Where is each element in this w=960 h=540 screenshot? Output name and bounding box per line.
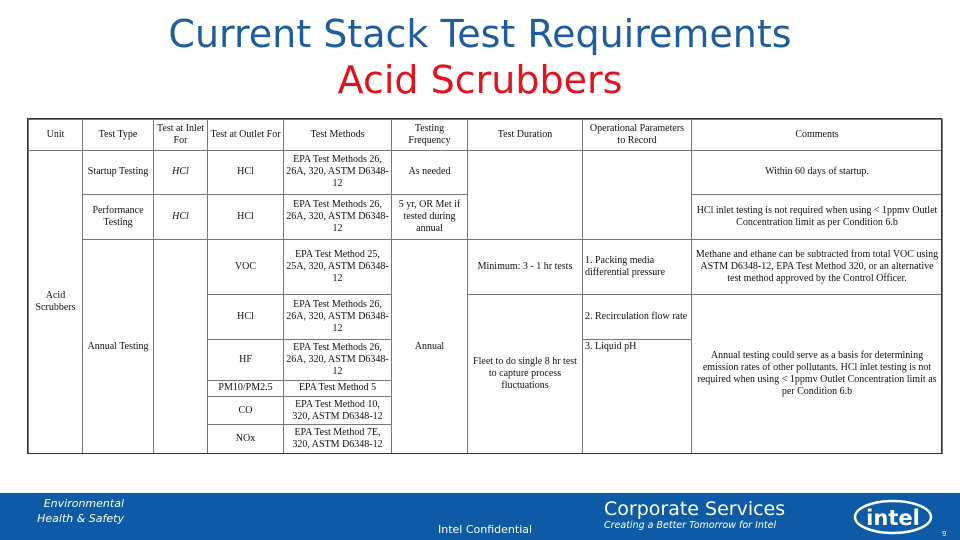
method-annual: EPA Test Methods 26, 26A, 320, ASTM D6348-12 bbox=[284, 295, 392, 340]
table-row bbox=[29, 240, 943, 295]
comment-other: Annual testing could serve as a basis for determining emission rates of other pollutants. HCl inlet testing is not required when using < 1ppmv Outlet Concentration limit as per Condition 6.b bbox=[692, 295, 943, 454]
method-annual: EPA Test Method 25, 25A, 320, ASTM D6348-12 bbox=[284, 240, 392, 295]
intel-logo-icon bbox=[852, 496, 934, 536]
duration-blank bbox=[468, 150, 583, 240]
header-duration: Test Duration bbox=[468, 120, 583, 151]
outlet-annual: NOx bbox=[208, 425, 284, 454]
header-methods: Test Methods bbox=[284, 120, 392, 151]
header-test-type: Test Type bbox=[83, 120, 154, 151]
params-1: 1. Packing media differential pressure bbox=[583, 240, 692, 295]
test-type-startup: Startup Testing bbox=[83, 150, 154, 195]
table-row bbox=[29, 150, 943, 195]
method-startup: EPA Test Methods 26, 26A, 320, ASTM D6348-12 bbox=[284, 150, 392, 195]
frequency-performance: 5 yr, OR Met if tested during annual bbox=[392, 195, 468, 240]
params-blank bbox=[583, 150, 692, 240]
page-title: Current Stack Test Requirements bbox=[168, 12, 792, 56]
header-parameters: Operational Parameters to Record bbox=[583, 120, 692, 151]
footer-confidential: Intel Confidential bbox=[438, 523, 533, 536]
params-2: 2. Recirculation flow rate bbox=[583, 295, 692, 340]
table-header-row bbox=[29, 120, 943, 151]
intel-logo-text: intel bbox=[866, 506, 920, 530]
requirements-table bbox=[28, 119, 943, 454]
comment-startup: Within 60 days of startup. bbox=[692, 150, 943, 195]
comment-performance: HCl inlet testing is not required when using < 1ppmv Outlet Concentration limit as per Condition 6.b bbox=[692, 195, 943, 240]
test-type-performance: Performance Testing bbox=[83, 195, 154, 240]
params-3: 3. Liquid pH bbox=[583, 339, 692, 453]
method-annual: EPA Test Method 5 bbox=[284, 380, 392, 396]
page-subtitle: Acid Scrubbers bbox=[337, 58, 623, 102]
method-annual: EPA Test Methods 26, 26A, 320, ASTM D6348-12 bbox=[284, 339, 392, 380]
outlet-annual: HCl bbox=[208, 295, 284, 340]
outlet-annual: CO bbox=[208, 396, 284, 425]
footer-bar bbox=[0, 493, 960, 540]
inlet-startup: HCl bbox=[154, 150, 208, 195]
header-outlet: Test at Outlet For bbox=[208, 120, 284, 151]
comment-voc: Methane and ethane can be subtracted from total VOC using ASTM D6348-12, EPA Test Method 320, or an alternative test method approved by the Control Officer. bbox=[692, 240, 943, 295]
outlet-performance: HCl bbox=[208, 195, 284, 240]
outlet-startup: HCl bbox=[208, 150, 284, 195]
method-annual: EPA Test Method 7E, 320, ASTM D6348-12 bbox=[284, 425, 392, 454]
inlet-annual-blank bbox=[154, 240, 208, 454]
frequency-startup: As needed bbox=[392, 150, 468, 195]
page-number: 9 bbox=[942, 530, 947, 538]
duration-2: Fleet to do single 8 hr test to capture process fluctuations bbox=[468, 295, 583, 454]
footer-corporate-services: Corporate Services bbox=[604, 498, 786, 520]
outlet-annual: HF bbox=[208, 339, 284, 380]
inlet-performance: HCl bbox=[154, 195, 208, 240]
header-inlet: Test at Inlet For bbox=[154, 120, 208, 151]
header-frequency: Testing Frequency bbox=[392, 120, 468, 151]
duration-1: Minimum: 3 - 1 hr tests bbox=[468, 240, 583, 295]
footer-tagline: Creating a Better Tomorrow for Intel bbox=[604, 520, 777, 531]
test-type-annual: Annual Testing bbox=[83, 240, 154, 454]
outlet-annual: VOC bbox=[208, 240, 284, 295]
header-comments: Comments bbox=[692, 120, 943, 151]
frequency-annual: Annual bbox=[392, 240, 468, 454]
method-annual: EPA Test Method 10, 320, ASTM D6348-12 bbox=[284, 396, 392, 425]
method-performance: EPA Test Methods 26, 26A, 320, ASTM D6348-12 bbox=[284, 195, 392, 240]
footer-env-label: Environmental Health & Safety bbox=[37, 497, 124, 525]
unit-cell: Acid Scrubbers bbox=[29, 150, 83, 453]
header-unit: Unit bbox=[29, 120, 83, 151]
outlet-annual: PM10/PM2.5 bbox=[208, 380, 284, 396]
